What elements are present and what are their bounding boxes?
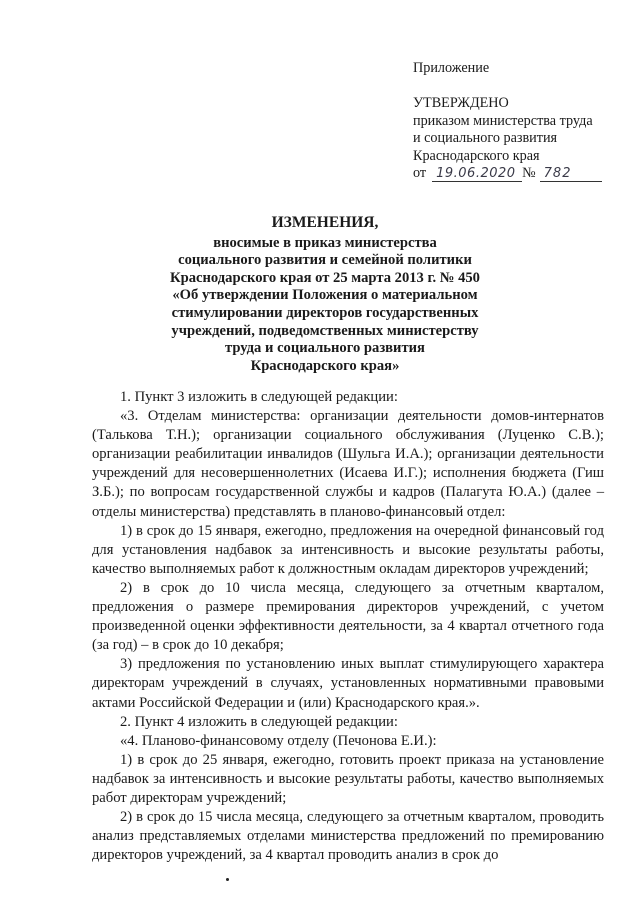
- title-line: «Об утверждении Положения о материальном: [172, 287, 478, 304]
- page-dot-mark: [226, 878, 229, 881]
- approval-line-2: и социального развития: [413, 130, 558, 147]
- body-paragraph: 2) в срок до 10 числа месяца, следующего за отчетным кварталом, предложения о размере премирования директоров учреждений, с учетом произведенной оценки эффективности деятельности, за 4 квартал отчетного года (за год) – в срок до 10 декабря;: [92, 579, 604, 654]
- body-paragraph: 1. Пункт 3 изложить в следующей редакции:: [120, 389, 398, 405]
- approval-line-3: Краснодарского края: [413, 147, 540, 164]
- document-body: [92, 388, 604, 865]
- body-paragraph: 3) предложения по установлению иных выплат стимулирующего характера директорам учреждений в случаях, установленных нормативными правовыми актами Российской Федерации и (или) Краснодарского края.».: [92, 656, 604, 711]
- title-line: Краснодарского края»: [250, 357, 400, 374]
- body-paragraph: «4. Планово-финансовому отделу (Печонова Е.И.):: [120, 732, 437, 749]
- handwritten-number: 782: [540, 166, 602, 182]
- title-line: вносимые в приказ министерства: [213, 234, 437, 251]
- from-label: от: [413, 165, 427, 182]
- body-paragraph: 2) в срок до 15 числа месяца, следующего за отчетным кварталом, проводить анализ представляемых отделами министерства предложений по премированию директоров учреждений, за 4 квартал проводить анализ в срок до: [92, 809, 604, 864]
- title-line: труда и социального развития: [225, 340, 425, 357]
- body-paragraph: 1) в срок до 15 января, ежегодно, предложения на очередной финансовый год для установления надбавок за интенсивность и высокие результаты работы, качество выполняемых работ к должностным окладам директоров учреждений;: [92, 522, 604, 577]
- title-line: социального развития и семейной политики: [178, 252, 472, 269]
- title-line: учреждений, подведомственных министерству: [171, 322, 479, 339]
- appendix-label: Приложение: [413, 60, 490, 76]
- handwritten-date: 19.06.2020: [432, 166, 522, 182]
- approval-line-1: приказом министерства труда: [413, 112, 593, 129]
- approved-label: УТВЕРЖДЕНО: [413, 95, 509, 112]
- body-paragraph: «3. Отделам министерства: организации деятельности домов-интернатов (Талькова Т.Н.); организации социального обслуживания (Луценко С.В.); организации реабилитации инвалидов (Шульга И.А.); организации деятельности учреждений для несовершеннолетних (Исаева И.Г.); исполнения бюджета (Гиш З.Б.); по вопросам государственной службы и кадров (Палагута Ю.А.) (далее – отделы министерства) представлять в планово-финансовый отдел:: [92, 408, 604, 520]
- approval-stamp: [413, 60, 628, 182]
- title-heading: ИЗМЕНЕНИЯ,: [271, 214, 379, 231]
- body-paragraph: 2. Пункт 4 изложить в следующей редакции:: [120, 713, 398, 730]
- order-date-number: [413, 165, 628, 182]
- spacer: [413, 77, 628, 95]
- title-line: Краснодарского края от 25 марта 2013 г. № 450: [170, 269, 480, 286]
- title-line: стимулировании директоров государственных: [171, 304, 479, 321]
- number-label: №: [522, 165, 536, 182]
- document-title: [120, 214, 530, 375]
- body-paragraph: 1) в срок до 25 января, ежегодно, готовить проект приказа на установление надбавок за интенсивность и высокие результаты работы, качество выполняемых работ директорам учреждений;: [92, 751, 604, 806]
